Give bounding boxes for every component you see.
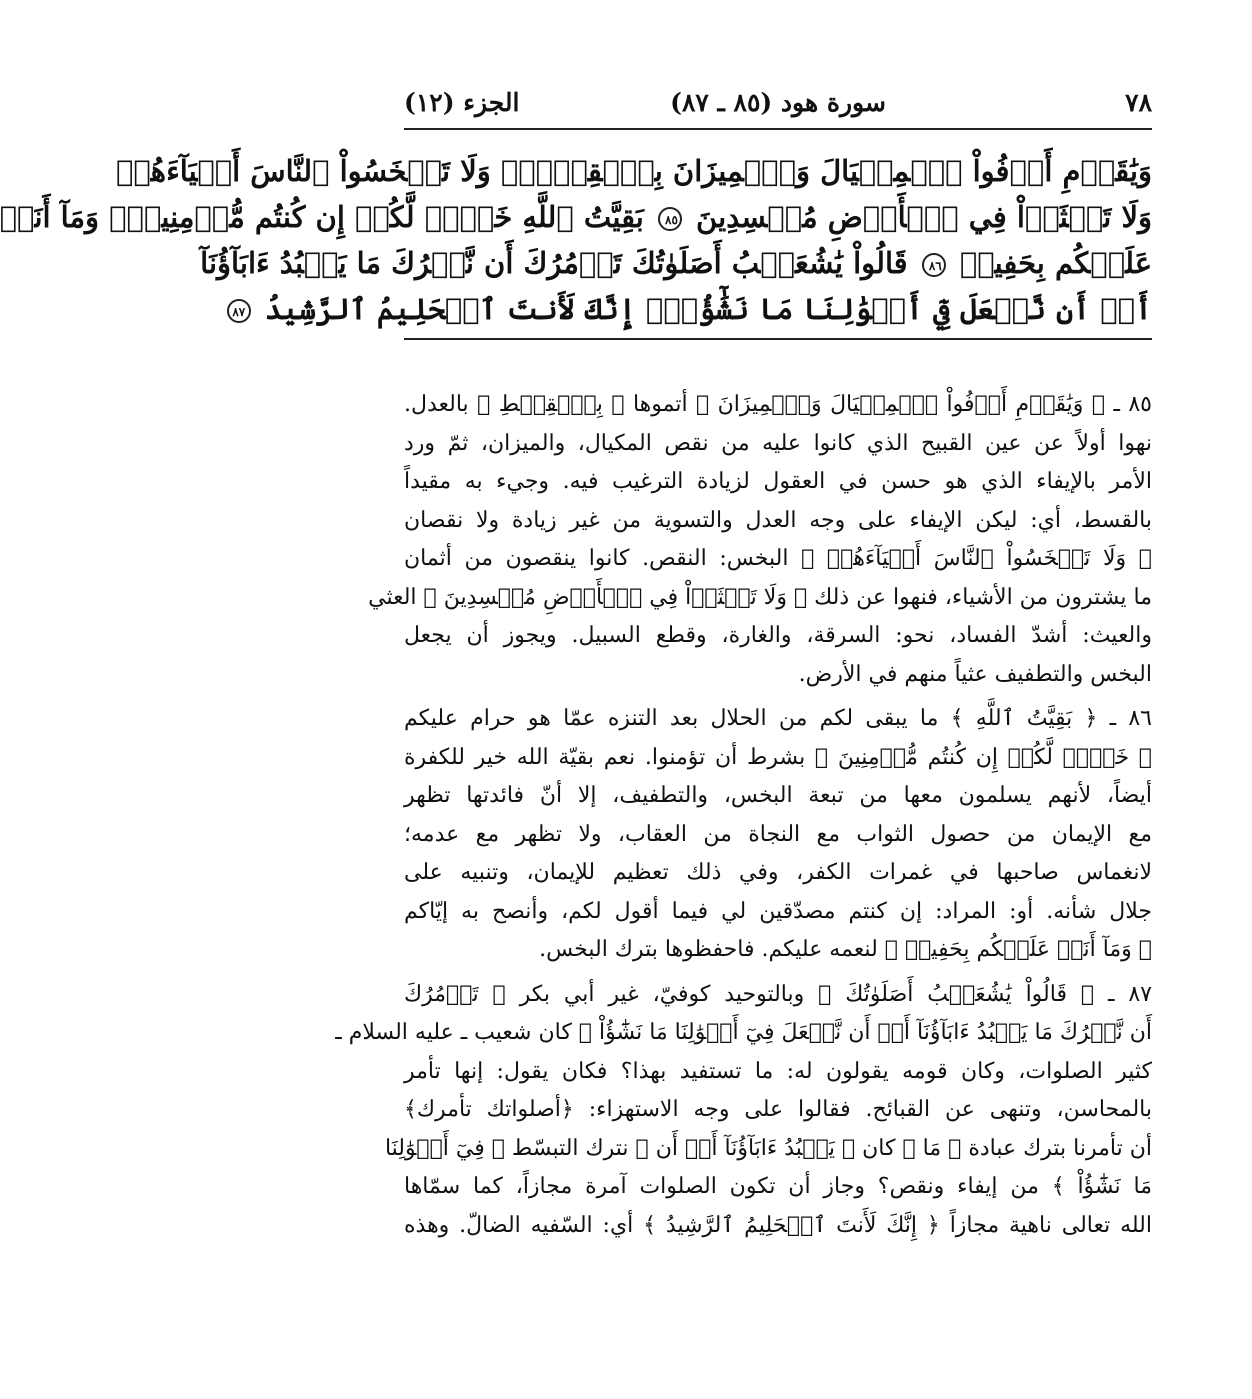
text-line: ﴿ وَلَا تَبۡخَسُواْ ٱلنَّاسَ أَشۡيَآءَهُمۡ ﴾ البخس: النقص. كانوا ينقصون من أثمان xyxy=(404,546,1152,571)
text-line: مَا نَشَٰٓؤُاْ ﴾ من إيفاء ونقص؟ وجاز أن تكون الصلوات آمرة مجازاً، كما سمّاها xyxy=(404,1174,1152,1199)
text-line: والعيث: أشدّ الفساد، نحو: السرقة، والغارة، وقطع السبيل. ويجوز أن يجعل xyxy=(404,623,1152,648)
verse-text: أَوۡ أَن نَّفۡعَلَ فِيٓ أَمۡوَٰلِنَا مَا نَشَٰٓؤُاْۖ إِنَّكَ لَأَنتَ ٱلۡحَلِيمُ ٱلرَّشِيدُ xyxy=(264,292,1152,326)
tafsir-paragraph-87 xyxy=(335,976,1152,1246)
verse-text: وَلَا تَعۡثَوۡاْ فِي ٱلۡأَرۡضِ مُفۡسِدِينَ xyxy=(696,200,1152,234)
tafsir-commentary xyxy=(335,386,1152,1251)
quran-verses xyxy=(0,148,1152,340)
text-line: ﴿ وَمَآ أَنَا۠ عَلَيۡكُم بِحَفِيظٖ ﴾ لنعمه عليكم. فاحفظوها بترك البخس. xyxy=(539,937,1152,962)
page-number: ٧٨ xyxy=(1125,88,1152,117)
text-line: لانغماس صاحبها في غمرات الكفر، وفي ذلك تعظيم للإيمان، وتنبيه على xyxy=(404,860,1152,885)
text-line: كثير الصلوات، وكان قومه يقولون له: ما تستفيد بهذا؟ فكان يقول: إنها تأمر xyxy=(404,1058,1152,1084)
verse-text: بَقِيَّتُ ٱللَّهِ خَيۡرٞ لَّكُمۡ إِن كُنتُم مُّؤۡمِنِينَۚ وَمَآ أَنَا۠ xyxy=(0,200,644,234)
quran-line xyxy=(200,240,1152,286)
verse-end-marker: ٨٥ xyxy=(658,207,682,231)
text-line: نهوا أولاً عن عين القبيح الذي كانوا عليه من نقص المكيال، والميزان، ثمّ ورد xyxy=(404,430,1152,456)
text-line: جلال شأنه. أو: المراد: إن كنتم مصدّقين لي فيما أقول لكم، وأنصح به إيّاكم xyxy=(404,898,1152,924)
text-line: أَن نَّتۡرُكَ مَا يَعۡبُدُ ءَابَآؤُنَآ أَوۡ أَن نَّفۡعَلَ فِيٓ أَمۡوَٰلِنَا مَا نَشَٰٓؤُاْ ﴾ كان شعيب ـ عليه السلام ـ xyxy=(335,1020,1152,1045)
verse-text: عَلَيۡكُم بِحَفِيظٖ xyxy=(959,246,1152,280)
verse-end-marker: ٨٧ xyxy=(227,299,251,323)
quran-line xyxy=(232,286,1152,332)
text-line: ﴿ خَيۡرٞ لَّكُمۡ إِن كُنتُم مُّؤۡمِنِينَ ﴾ بشرط أن تؤمنوا. نعم بقيّة الله خير للكفرة xyxy=(404,744,1152,770)
tafsir-paragraph-86 xyxy=(404,700,1152,970)
surah-title: سورة هود (٨٥ ـ ٨٧) xyxy=(670,88,886,117)
text-line: ما يشترون من الأشياء، فنهوا عن ذلك ﴿ وَلَا تَعۡثَوۡاْ فِي ٱلۡأَرۡضِ مُفۡسِدِينَ ﴾ العثي xyxy=(368,584,1152,610)
verse-text: قَالُواْ يَٰشُعَيۡبُ أَصَلَوٰتُكَ تَأۡمُرُكَ أَن نَّتۡرُكَ مَا يَعۡبُدُ ءَابَآؤُنَآ xyxy=(200,246,908,280)
text-line: أن تأمرنا بترك عبادة ﴿ مَا ﴾ كان ﴿ يَعۡبُدُ ءَابَآؤُنَآ أَوۡ أَن ﴾ نترك التبسّط ﴿ فِيٓ أَمۡوَٰلِنَا xyxy=(384,1135,1152,1161)
text-line: ٨٧ ـ ﴿ قَالُواْ يَٰشُعَيۡبُ أَصَلَوٰتُكَ ﴾ وبالتوحيد كوفيّ، غير أبي بكر ﴿ تَأۡمُرُكَ xyxy=(404,981,1152,1007)
text-line: البخس والتطفيف عثياً منهم في الأرض. xyxy=(798,661,1152,687)
text-line: ٨٥ ـ ﴿ وَيَٰقَوۡمِ أَوۡفُواْ ٱلۡمِكۡيَالَ وَٱلۡمِيزَانَ ﴾ أتموها ﴿ بِٱلۡقِسۡطِ ﴾ بالعدل. xyxy=(404,392,1152,417)
juz-label: الجزء (١٢) xyxy=(404,88,520,117)
text-line: الله تعالى ناهية مجازاً ﴿ إِنَّكَ لَأَنتَ ٱلۡحَلِيمُ ٱلرَّشِيدُ ﴾ أي: السّفيه الضالّ. وهذه xyxy=(404,1212,1152,1238)
text-line: ٨٦ ـ ﴿ بَقِيَّتُ ٱللَّهِ ﴾ ما يبقى لكم من الحلال بعد التنزه عمّا هو حرام عليكم xyxy=(404,706,1152,731)
text-line: مع الإيمان من حصول الثواب مع النجاة من العقاب، ولا تظهر مع عدمه؛ xyxy=(404,821,1152,847)
verse-text: وَيَٰقَوۡمِ أَوۡفُواْ ٱلۡمِكۡيَالَ وَٱلۡمِيزَانَ بِٱلۡقِسۡطِۖ وَلَا تَبۡخَسُواْ ٱلنَّاسَ أَشۡيَآءَهُمۡ xyxy=(116,154,1152,188)
quran-line xyxy=(0,194,1152,240)
text-line: بالقسط، أي: ليكن الإيفاء على وجه العدل والتسوية من غير زيادة ولا نقصان xyxy=(404,507,1152,533)
text-line: الأمر بالإيفاء الذي هو حسن في العقول لزيادة الترغيب فيه. وجيء به مقيداً xyxy=(404,469,1152,494)
quran-line xyxy=(116,148,1152,194)
text-line: أيضاً، لأنهم يسلمون معها من تبعة البخس، والتطفيف، إلا أنّ فائدتها تظهر xyxy=(404,783,1152,808)
page-header xyxy=(404,86,1152,130)
text-line: بالمحاسن، وتنهى عن القبائح. فقالوا على وجه الاستهزاء: ﴿أصلواتك تأمرك﴾ xyxy=(404,1097,1152,1122)
verse-end-marker: ٨٦ xyxy=(922,253,946,277)
tafsir-paragraph-85 xyxy=(368,386,1152,694)
